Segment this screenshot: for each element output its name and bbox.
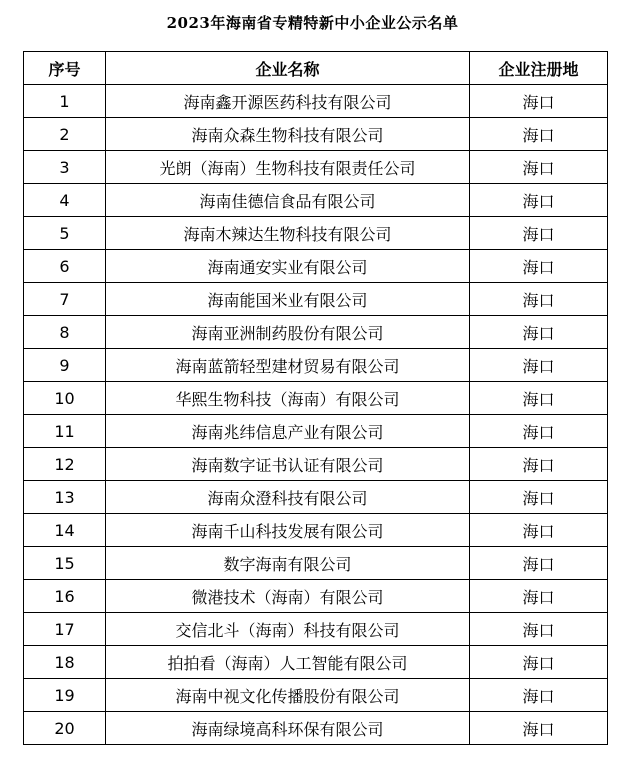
company-name-cell: 微港技术（海南）有限公司 — [106, 580, 470, 613]
table-row — [24, 217, 608, 250]
company-name-cell: 海南众森生物科技有限公司 — [106, 118, 470, 151]
company-name-cell: 数字海南有限公司 — [106, 547, 470, 580]
registration-place-cell: 海口 — [470, 448, 608, 481]
table-row — [24, 580, 608, 613]
table-row — [24, 646, 608, 679]
serial-number-cell: 8 — [24, 316, 106, 349]
company-name-cell: 海南数字证书认证有限公司 — [106, 448, 470, 481]
registration-place-cell: 海口 — [470, 184, 608, 217]
registration-place-cell: 海口 — [470, 349, 608, 382]
registration-place-cell: 海口 — [470, 250, 608, 283]
serial-number-cell: 5 — [24, 217, 106, 250]
registration-place-cell: 海口 — [470, 283, 608, 316]
table-row — [24, 481, 608, 514]
table-row — [24, 316, 608, 349]
header-company-name: 企业名称 — [106, 52, 470, 85]
table-row — [24, 85, 608, 118]
serial-number-cell: 9 — [24, 349, 106, 382]
registration-place-cell: 海口 — [470, 382, 608, 415]
company-name-cell: 海南中视文化传播股份有限公司 — [106, 679, 470, 712]
serial-number-cell: 11 — [24, 415, 106, 448]
serial-number-cell: 6 — [24, 250, 106, 283]
table-row — [24, 679, 608, 712]
company-name-cell: 海南鑫开源医药科技有限公司 — [106, 85, 470, 118]
company-name-cell: 海南兆纬信息产业有限公司 — [106, 415, 470, 448]
company-name-cell: 海南木辣达生物科技有限公司 — [106, 217, 470, 250]
table-header-row — [24, 52, 608, 85]
registration-place-cell: 海口 — [470, 547, 608, 580]
header-serial-number: 序号 — [24, 52, 106, 85]
registration-place-cell: 海口 — [470, 646, 608, 679]
registration-place-cell: 海口 — [470, 316, 608, 349]
registration-place-cell: 海口 — [470, 712, 608, 745]
serial-number-cell: 16 — [24, 580, 106, 613]
company-name-cell: 拍拍看（海南）人工智能有限公司 — [106, 646, 470, 679]
table-row — [24, 448, 608, 481]
registration-place-cell: 海口 — [470, 415, 608, 448]
table-row — [24, 514, 608, 547]
serial-number-cell: 4 — [24, 184, 106, 217]
table-row — [24, 151, 608, 184]
serial-number-cell: 2 — [24, 118, 106, 151]
registration-place-cell: 海口 — [470, 613, 608, 646]
company-name-cell: 海南众澄科技有限公司 — [106, 481, 470, 514]
company-name-cell: 海南亚洲制药股份有限公司 — [106, 316, 470, 349]
table-row — [24, 712, 608, 745]
serial-number-cell: 10 — [24, 382, 106, 415]
document-title: 2023年海南省专精特新中小企业公示名单 — [166, 14, 459, 32]
registration-place-cell: 海口 — [470, 514, 608, 547]
company-name-cell: 海南绿境高科环保有限公司 — [106, 712, 470, 745]
serial-number-cell: 13 — [24, 481, 106, 514]
serial-number-cell: 20 — [24, 712, 106, 745]
serial-number-cell: 19 — [24, 679, 106, 712]
company-name-cell: 海南佳德信食品有限公司 — [106, 184, 470, 217]
table-row — [24, 613, 608, 646]
serial-number-cell: 1 — [24, 85, 106, 118]
serial-number-cell: 3 — [24, 151, 106, 184]
registration-place-cell: 海口 — [470, 679, 608, 712]
serial-number-cell: 12 — [24, 448, 106, 481]
serial-number-cell: 7 — [24, 283, 106, 316]
registration-place-cell: 海口 — [470, 118, 608, 151]
table-row — [24, 118, 608, 151]
header-registration-place: 企业注册地 — [470, 52, 608, 85]
serial-number-cell: 17 — [24, 613, 106, 646]
company-name-cell: 海南能国米业有限公司 — [106, 283, 470, 316]
serial-number-cell: 15 — [24, 547, 106, 580]
table-row — [24, 415, 608, 448]
table-row — [24, 349, 608, 382]
enterprise-table — [23, 51, 608, 745]
table-row — [24, 250, 608, 283]
table-row — [24, 283, 608, 316]
registration-place-cell: 海口 — [470, 151, 608, 184]
serial-number-cell: 14 — [24, 514, 106, 547]
company-name-cell: 海南蓝箭轻型建材贸易有限公司 — [106, 349, 470, 382]
company-name-cell: 华熙生物科技（海南）有限公司 — [106, 382, 470, 415]
registration-place-cell: 海口 — [470, 580, 608, 613]
table-row — [24, 547, 608, 580]
registration-place-cell: 海口 — [470, 85, 608, 118]
company-name-cell: 海南通安实业有限公司 — [106, 250, 470, 283]
serial-number-cell: 18 — [24, 646, 106, 679]
company-name-cell: 光朗（海南）生物科技有限责任公司 — [106, 151, 470, 184]
company-name-cell: 海南千山科技发展有限公司 — [106, 514, 470, 547]
table-row — [24, 382, 608, 415]
registration-place-cell: 海口 — [470, 481, 608, 514]
table-row — [24, 184, 608, 217]
registration-place-cell: 海口 — [470, 217, 608, 250]
company-name-cell: 交信北斗（海南）科技有限公司 — [106, 613, 470, 646]
